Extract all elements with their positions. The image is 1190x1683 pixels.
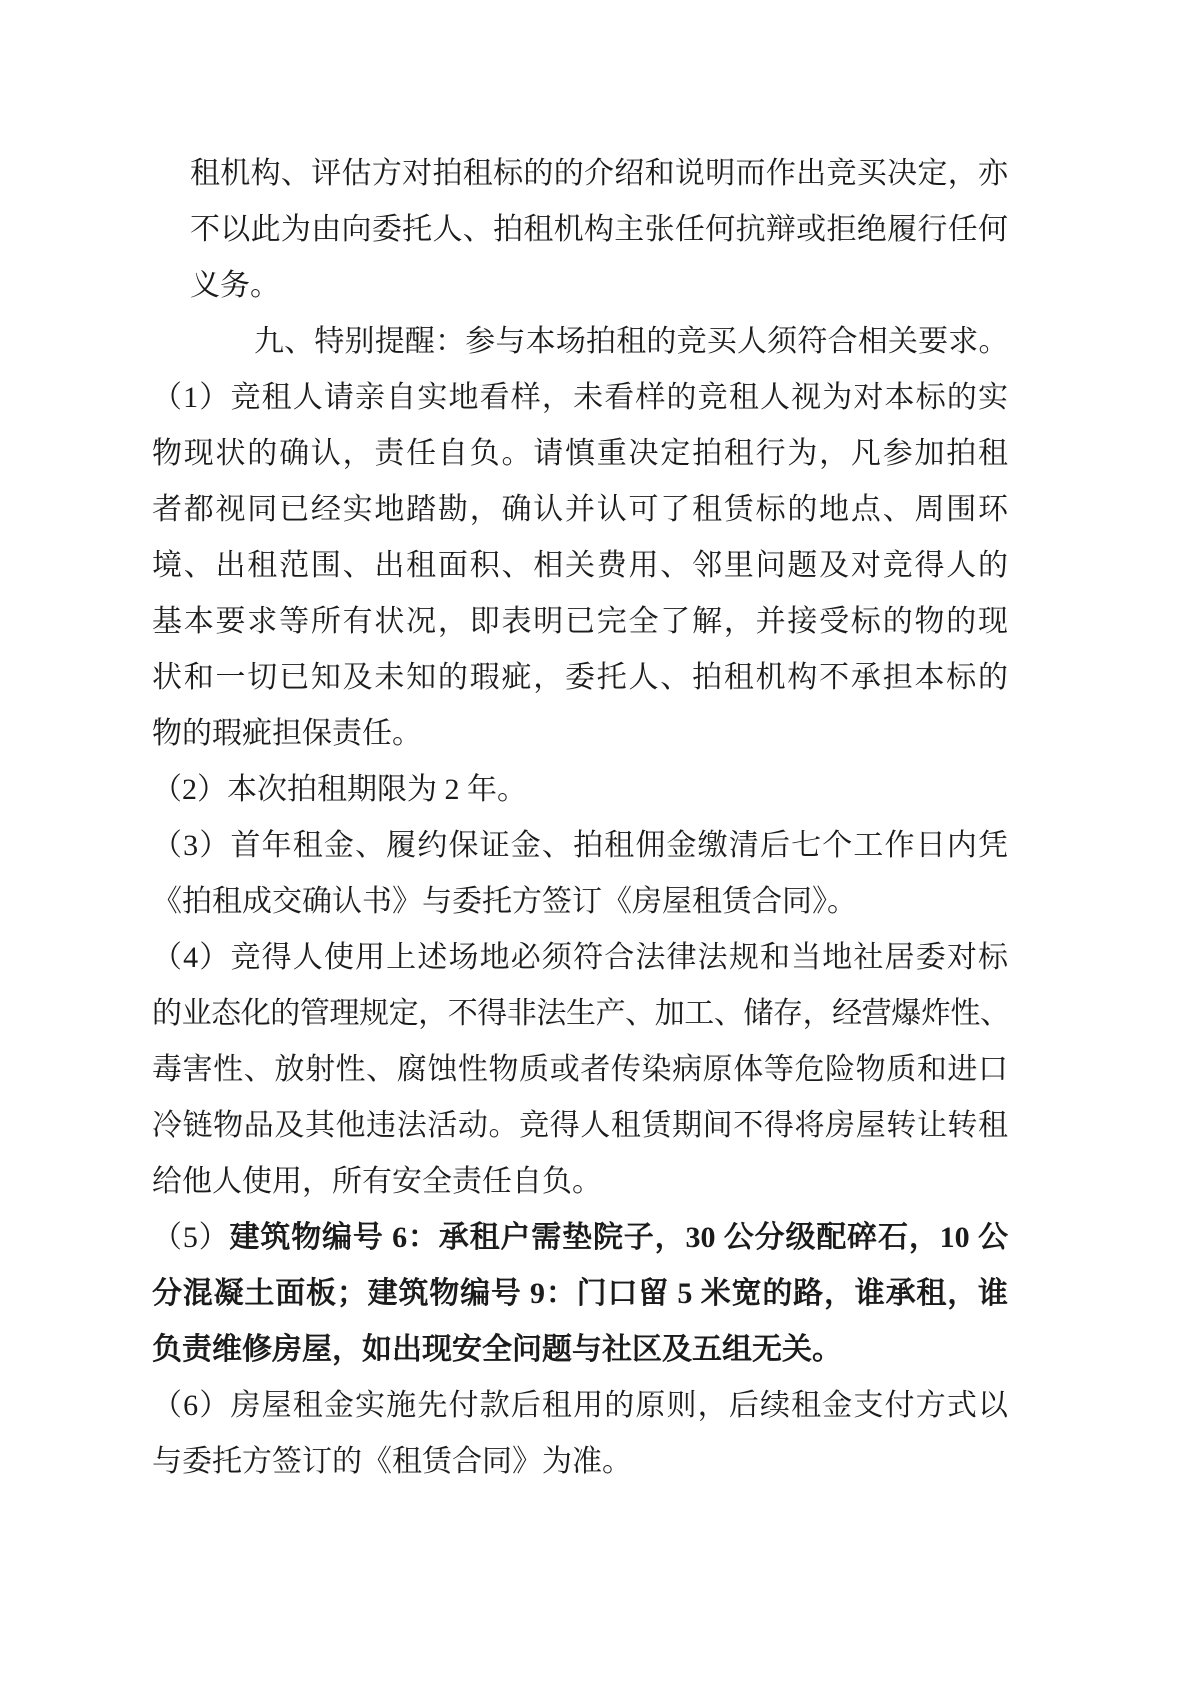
text-line: 境、出租范围、出租面积、相关费用、邻里问题及对竞得人的: [152, 549, 1008, 582]
text-line: （3）首年租金、履约保证金、拍租佣金缴清后七个工作日内凭: [152, 829, 1008, 862]
list-number: （5）: [152, 1221, 230, 1254]
text-line: 负责维修房屋，如出现安全问题与社区及五组无关。: [152, 1333, 842, 1366]
text-line: 的业态化的管理规定，不得非法生产、加工、储存，经营爆炸性、: [152, 997, 1008, 1030]
text-line: 租机构、评估方对拍租标的的介绍和说明而作出竞买决定，亦: [190, 157, 1008, 190]
text-line: 物的瑕疵担保责任。: [152, 717, 422, 750]
text-line: （6）房屋租金实施先付款后租用的原则，后续租金支付方式以: [152, 1389, 1008, 1422]
text-line: 状和一切已知及未知的瑕疵，委托人、拍租机构不承担本标的: [152, 661, 1008, 694]
text-line: 《拍租成交确认书》与委托方签订《房屋租赁合同》。: [152, 885, 857, 918]
text-line: 物现状的确认，责任自负。请慎重决定拍租行为，凡参加拍租: [152, 437, 1008, 470]
text-line: 给他人使用，所有安全责任自负。: [152, 1165, 602, 1198]
text-line: 冷链物品及其他违法活动。竞得人租赁期间不得将房屋转让转租: [152, 1109, 1008, 1142]
text-line: 与委托方签订的《租赁合同》为准。: [152, 1445, 632, 1478]
text-line: [152, 1210, 1008, 1266]
text-line: 不以此为由向委托人、拍租机构主张任何抗辩或拒绝履行任何: [190, 213, 1008, 246]
text-line: 分混凝土面板；建筑物编号 9：门口留 5 米宽的路，谁承租，谁: [152, 1277, 1008, 1310]
text-line: 者都视同已经实地踏勘，确认并认可了租赁标的地点、周围环: [152, 493, 1008, 526]
text-line: 义务。: [190, 269, 280, 302]
section-heading-line: 九、特别提醒：参与本场拍租的竞买人须符合相关要求。: [254, 325, 1008, 358]
bold-text: 建筑物编号 6：承租户需垫院子，30 公分级配碎石，10 公: [229, 1221, 1008, 1254]
text-line: （4）竞得人使用上述场地必须符合法律法规和当地社居委对标: [152, 941, 1008, 974]
text-line: （2）本次拍租期限为 2 年。: [152, 773, 527, 806]
text-line: 毒害性、放射性、腐蚀性物质或者传染病原体等危险物质和进口: [152, 1053, 1008, 1086]
text-line: （1）竞租人请亲自实地看样，未看样的竞租人视为对本标的实: [152, 381, 1008, 414]
text-line: 基本要求等所有状况，即表明已完全了解，并接受标的物的现: [152, 605, 1008, 638]
